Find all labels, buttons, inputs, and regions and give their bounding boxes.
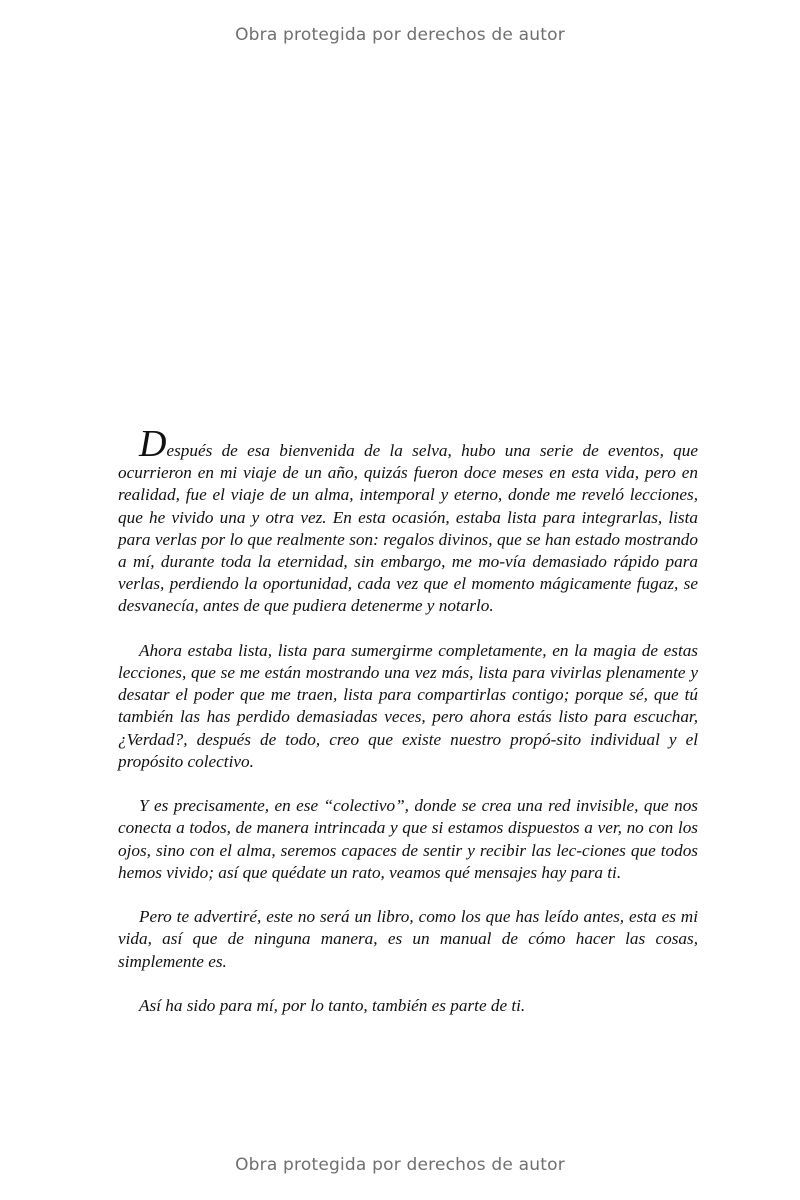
paragraph-4: Pero te advertiré, este no será un libro, como los que has leído antes, esta es mi vida, así que de ninguna manera, es un manual de cómo hacer las cosas, simplemente es. [118, 907, 698, 971]
paragraph-2: Ahora estaba lista, lista para sumergirme completamente, en la magia de estas lecciones, que se me están mostrando una vez más, lista para vivirlas plenamente y desatar el poder que me traen, lista para compartirlas contigo; porque sé, que tú también las has perdido demasiadas veces, pero ahora estás listo para escuchar, ¿Verdad?, después de todo, creo que existe nuestro propó-sito individual y el propósito colectivo. [118, 640, 698, 771]
watermark-bottom: Obra protegida por derechos de autor [235, 1155, 565, 1175]
body-text [118, 423, 698, 1017]
paragraph-3: Y es precisamente, en ese “colectivo”, donde se crea una red invisible, que nos conecta a todos, de manera intrincada y que si estamos dispuestos a ver, no con los ojos, sino con el alma, seremos capaces de sentir y recibir las lec-ciones que todos hemos vivido; así que quédate un rato, veamos qué mensajes hay para ti. [118, 796, 698, 882]
paragraph-5: Así ha sido para mí, por lo tanto, también es parte de ti. [139, 996, 526, 1016]
drop-cap: D [139, 423, 167, 465]
watermark-top: Obra protegida por derechos de autor [235, 25, 565, 45]
paragraph-1 [118, 423, 698, 618]
paragraph-1-text: espués de esa bienvenida de la selva, hubo una serie de eventos, que ocurrieron en mi viaje de un año, quizás fueron doce meses en esta vida, pero en realidad, fue el viaje de un alma, intemporal y eterno, donde me reveló lecciones, que he vivido una y otra vez. En esta ocasión, estaba lista para integrarlas, lista para verlas por lo que realmente son: regalos divinos, que se han estado mostrando a mí, durante toda la eternidad, sin embargo, me mo-vía demasiado rápido para verlas, perdiendo la oportunidad, cada vez que el momento mágicamente fugaz, se desvanecía, antes de que pudiera detenerme y notarlo. [118, 441, 698, 616]
